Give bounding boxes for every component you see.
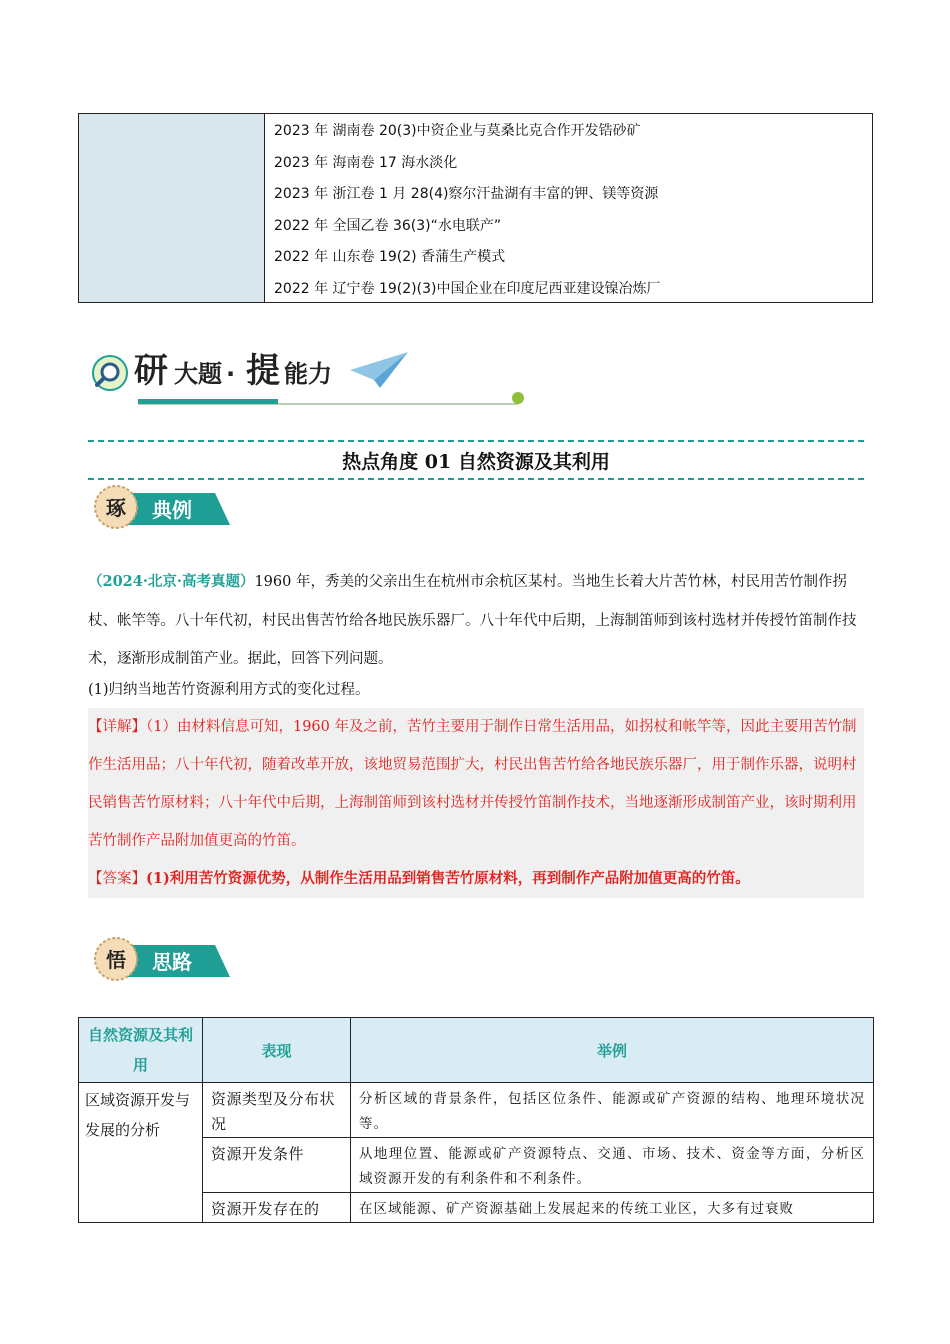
header-example: 举例 [351,1018,874,1083]
header-resource: 自然资源及其利用 [79,1018,203,1083]
seal-enlighten-char: 悟 [106,948,126,972]
exam-source-item: 2022 年 山东卷 19(2) 香蒲生产模式 [274,249,506,265]
explanation-box [88,708,864,898]
exam-source-item: 2023 年 海南卷 17 海水淡化 [274,154,458,171]
thinking-tag [90,937,230,983]
exam-source-item: 2023 年 湖南卷 20(3)中资企业与莫桑比克合作开发锆砂矿 [274,123,641,139]
exam-source-list [265,114,872,302]
detail-paragraph [88,708,864,860]
seal-polish-char: 琢 [106,496,126,520]
example-cell: 分析区域的背景条件，包括区位条件、能源或矿产资源的结构、地理环境状况等。 [351,1083,874,1138]
answer-paragraph [88,860,864,898]
aspect-cell: 资源开发条件 [203,1138,351,1193]
resource-analysis-table [78,1017,874,1223]
tag-thinking-label: 思路 [152,950,192,974]
magnifier-icon [93,356,127,390]
tag-example-label: 典例 [152,498,192,522]
example-tag [90,485,230,531]
question-source: （2024·北京·高考真题） [88,573,255,590]
exam-source-table [78,113,873,303]
detail-label: 【详解】 [88,719,146,735]
dash-rule-top [88,440,864,442]
dash-rule-bottom [88,478,864,480]
question-paragraph [88,563,864,679]
answer-label: 【答案】 [88,871,146,887]
banner-char-raise: 提 [246,351,280,391]
paper-plane-icon [350,352,408,388]
exam-source-item: 2022 年 辽宁卷 19(2)(3)中国企业在印度尼西亚建设镍冶炼厂 [274,280,661,297]
exam-source-item: 2022 年 全国乙卷 36(3)“水电联产” [274,217,502,234]
banner-char-research: 研 [134,351,168,391]
exam-source-label-cell [79,114,265,302]
banner-ability: 能力 [284,360,332,388]
example-cell: 从地理位置、能源或矿产资源特点、交通、市场、技术、资金等方面，分析区域资源开发的有利条件和不利条件。 [351,1138,874,1193]
banner-dot: · [226,360,236,388]
table-row [79,1083,874,1138]
header-aspect: 表现 [203,1018,351,1083]
example-cell: 在区域能源、矿产资源基础上发展起来的传统工业区，大多有过衰败 [351,1193,874,1223]
aspect-cell: 资源开发存在的 [203,1193,351,1223]
aspect-cell: 资源类型及分布状况 [203,1083,351,1138]
detail-text: （1）由材料信息可知，1960 年及之前，苦竹主要用于制作日常生活用品，如拐杖和帐竿等，因此主要用苦竹制作生活用品；八十年代初，随着改革开放，该地贸易范围扩大，村民出售苦竹给各地民族乐器厂，用于制作乐器，说明村民销售苦竹原材料；八十年代中后期，上海制笛师到该村选材并传授竹笛制作技术，当地逐渐形成制笛产业，该时期利用苦竹制作产品附加值更高的竹笛。 [88,719,857,849]
answer-text: (1)利用苦竹资源优势，从制作生活用品到销售苦竹原材料，再到制作产品附加值更高的竹笛。 [146,870,750,887]
section-banner [88,340,528,410]
banner-big-question: 大题 [174,360,222,388]
question-text: 1960 年，秀美的父亲出生在杭州市余杭区某村。当地生长着大片苦竹林，村民用苦竹制作拐杖、帐竿等。八十年代初，村民出售苦竹给各地民族乐器厂。八十年代中后期，上海制笛师到该村选材并传授竹笛制作技术，逐渐形成制笛产业。据此，回答下列问题。 [88,574,857,667]
hot-topic-title: 热点角度 01 自然资源及其利用 [342,451,610,473]
sub-question-1: (1)归纳当地苦竹资源利用方式的变化过程。 [88,682,370,698]
table-header-row [79,1018,874,1083]
exam-source-item: 2023 年 浙江卷 1 月 28(4)察尔汗盐湖有丰富的钾、镁等资源 [274,186,659,202]
group-cell: 区域资源开发与发展的分析 [79,1083,203,1223]
